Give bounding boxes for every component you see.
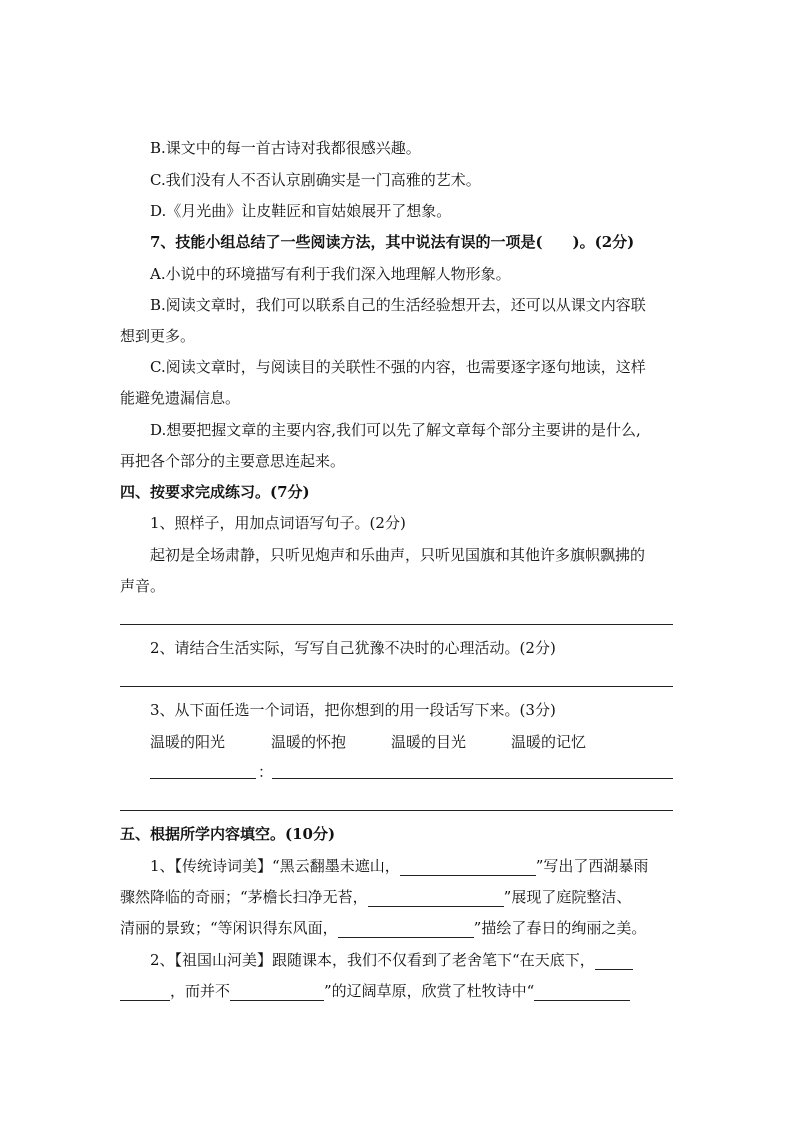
- s4-q3-word-2: 温暖的怀抱: [271, 733, 347, 751]
- s5-q1-line1-text-a: 1、【传统诗词美】“黑云翻墨未遮山，: [150, 857, 400, 875]
- s5-q2-line2: [120, 981, 630, 1001]
- s5-q1-line3: [120, 918, 646, 938]
- s4-q3-word-4: 温暖的记忆: [511, 733, 587, 751]
- section5-title: 五、根据所学内容填空。(10分): [120, 825, 336, 843]
- q6-option-c: C.我们没有人不否认京剧确实是一门高雅的艺术。: [150, 171, 481, 189]
- s4-q3-word-1: 温暖的阳光: [150, 733, 226, 751]
- s5-q1-line3-text-a: 清丽的景致；“等闲识得东风面，: [120, 919, 338, 937]
- s4-q1-example-line2: 声音。: [120, 577, 166, 595]
- s5-q2-blank-1b[interactable]: [120, 984, 170, 1001]
- s5-q2-blank-2[interactable]: [230, 984, 324, 1001]
- s5-q2-line2-text-b: ”的辽阔草原，欣赏了杜牧诗中“: [324, 982, 535, 1000]
- s4-q2-answer-line[interactable]: [120, 686, 673, 687]
- q7-option-d-line1: D.想要把握文章的主要内容,我们可以先了解文章每个部分主要讲的是什么,: [150, 421, 641, 439]
- s5-q2-blank-3[interactable]: [534, 984, 630, 1001]
- s4-q3-answer-line2[interactable]: [120, 810, 673, 811]
- s4-q3-stem: 3、从下面任选一个词语，把你想到的用一段话写下来。(3分): [150, 701, 556, 719]
- s5-q1-line2-text-b: ”展现了庭院整洁、: [503, 888, 632, 906]
- s5-q2-line1: [150, 950, 633, 970]
- s5-q1-line3-text-b: ”描绘了春日的绚丽之美。: [473, 919, 647, 937]
- s4-q3-answer-line1[interactable]: [272, 778, 673, 779]
- q6-option-d: D.《月光曲》让皮鞋匠和盲姑娘展开了想象。: [150, 202, 452, 220]
- section4-title: 四、按要求完成练习。(7分): [120, 483, 310, 501]
- s5-q1-blank-2[interactable]: [368, 890, 504, 907]
- s5-q1-line1: [150, 856, 648, 876]
- s4-q1-answer-line[interactable]: [120, 624, 673, 625]
- s5-q1-line2-text-a: 骤然降临的奇丽；“茅檐长扫净无苔，: [120, 888, 368, 906]
- q7-stem: 7、技能小组总结了一些阅读方法，其中说法有误的一项是( )。(2分): [150, 233, 635, 251]
- s5-q1-line2: [120, 887, 631, 907]
- q7-option-d-line2: 再把各个部分的主要意思连起来。: [120, 452, 346, 470]
- q7-option-b-line1: B.阅读文章时，我们可以联系自己的生活经验想开去，还可以从课文内容联: [150, 296, 646, 314]
- s4-q3-word-3: 温暖的目光: [391, 733, 467, 751]
- s5-q2-blank-1a[interactable]: [595, 953, 633, 970]
- s4-q3-colon: ：: [258, 763, 274, 781]
- q7-option-c-line2: 能避免遗漏信息。: [120, 389, 241, 407]
- q7-option-a: A.小说中的环境描写有利于我们深入地理解人物形象。: [150, 265, 511, 283]
- s5-q1-blank-1[interactable]: [400, 859, 536, 876]
- s4-q3-chosen-word-blank[interactable]: [150, 778, 256, 779]
- s4-q2-stem: 2、请结合生活实际，写写自己犹豫不决时的心理活动。(2分): [150, 639, 556, 657]
- q7-option-b-line2: 想到更多。: [120, 327, 196, 345]
- s4-q1-example-line1: 起初是全场肃静，只听见炮声和乐曲声，只听见国旗和其他许多旗帜飘拂的: [150, 546, 646, 564]
- q7-option-c-line1: C.阅读文章时，与阅读目的关联性不强的内容，也需要逐字逐句地读，这样: [150, 358, 646, 376]
- s5-q1-line1-text-b: ”写出了西湖暴雨: [535, 857, 649, 875]
- s4-q1-stem: 1、照样子，用加点词语写句子。(2分): [150, 514, 406, 532]
- q6-option-b: B.课文中的每一首古诗对我都很感兴趣。: [150, 139, 421, 157]
- s5-q1-blank-3[interactable]: [338, 921, 474, 938]
- s5-q2-line2-text-a: ，而并不: [170, 982, 231, 1000]
- s5-q2-line1-text-a: 2、【祖国山河美】跟随课本，我们不仅看到了老舍笔下“在天底下，: [150, 951, 595, 969]
